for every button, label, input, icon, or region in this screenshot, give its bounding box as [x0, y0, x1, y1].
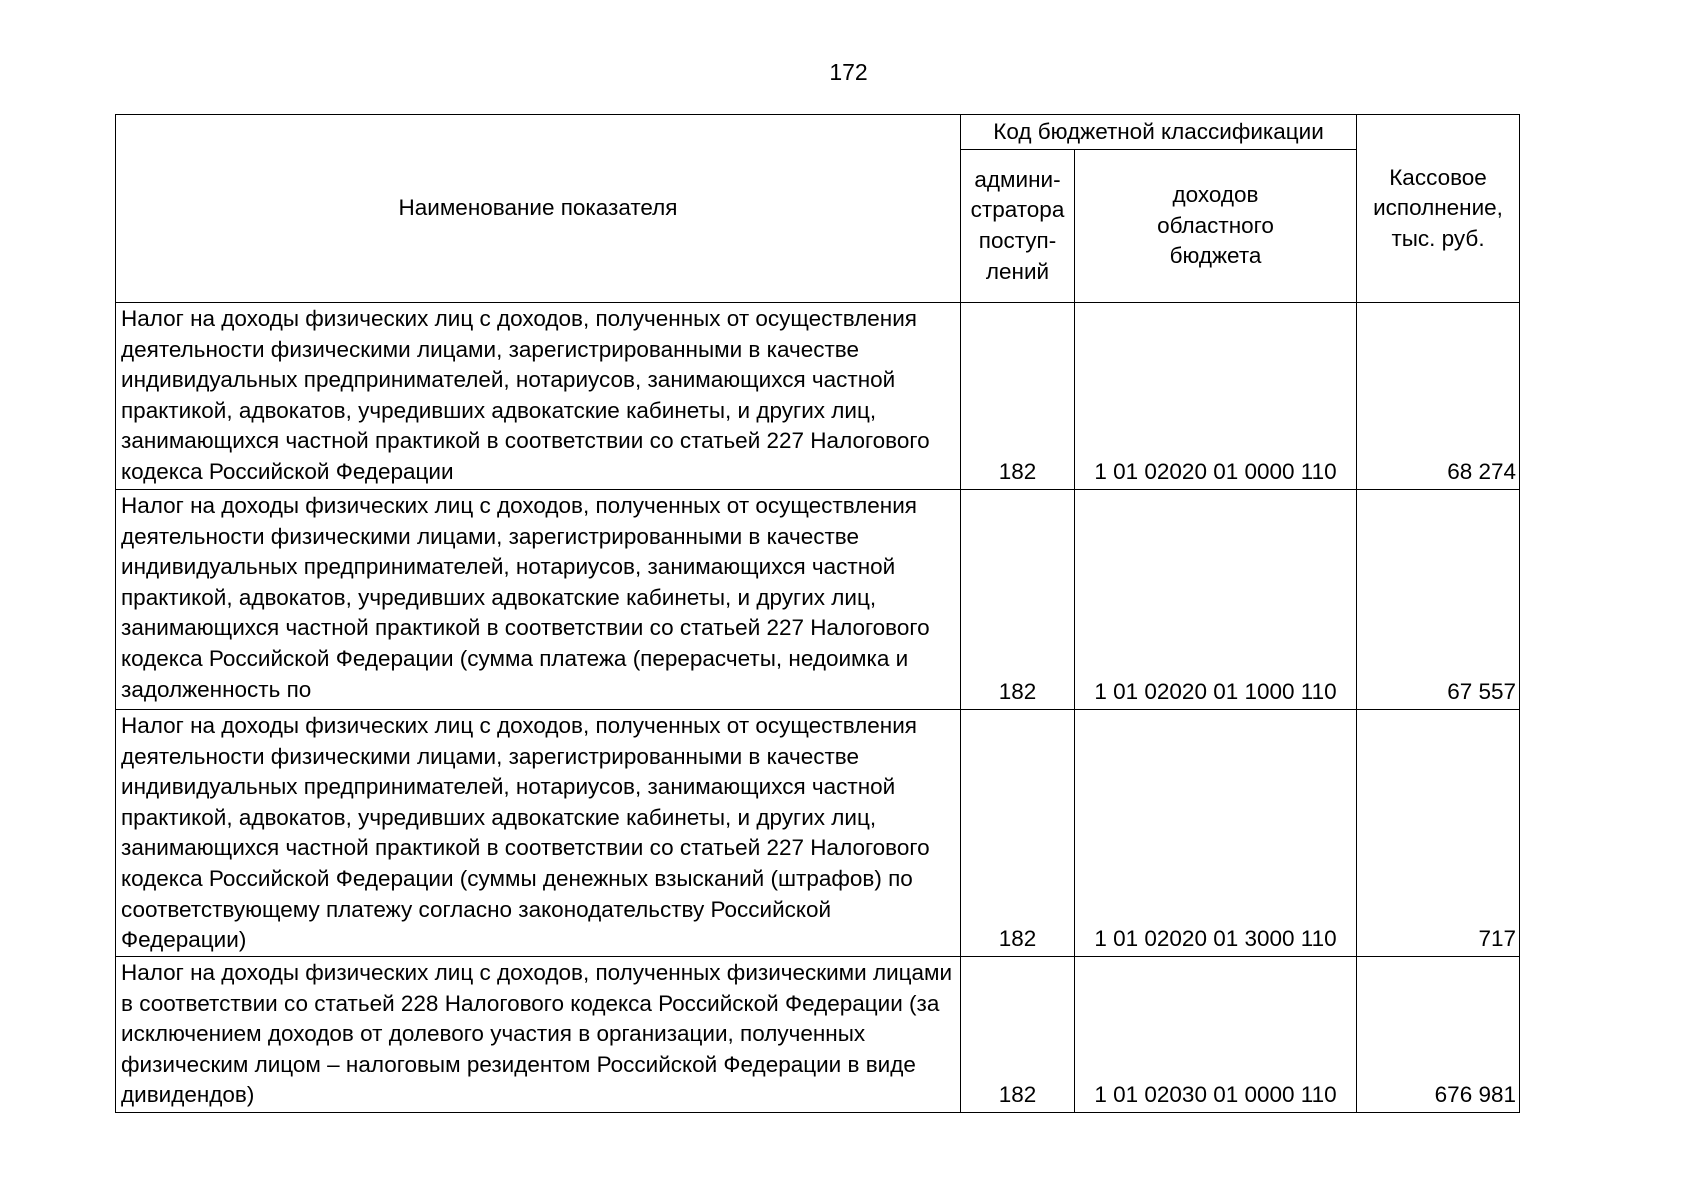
header-admin-line: админи- [974, 166, 1061, 192]
header-amount-line: Кассовое [1389, 164, 1487, 190]
revenue-code-cell: 1 01 02020 01 1000 110 [1075, 490, 1357, 710]
header-row-top [116, 115, 1520, 150]
administrator-code-cell: 182 [961, 957, 1075, 1113]
header-code-line: областного [1157, 212, 1274, 238]
indicator-name-text: Налог на доходы физических лиц с доходов, полученных от осуществления деятельности физическими лицами, зарегистрированными в качестве индивидуальных предпринимателей, нотариусов, занимающихся частной практикой, адвокатов, учредивших адвокатские кабинеты, и других лиц, занимающихся частной практикой в соответствии со статьей 227 Налогового кодекса Российской Федерации (сумма платежа (перерасчеты, недоимка и задолженность по [121, 493, 930, 702]
indicator-name-cell [116, 957, 961, 1113]
header-budget-code-group: Код бюджетной классификации [961, 115, 1357, 150]
indicator-name-text: Налог на доходы физических лиц с доходов, полученных физическими лицами в соответствии со статьей 228 Налогового кодекса Российской Федерации (за исключением доходов от долевого участия в организации, полученных физическим лицом – налоговым резидентом Российской Федерации в виде дивидендов) [121, 960, 953, 1108]
header-amount-line: тыс. руб. [1391, 225, 1485, 251]
budget-classification-table [115, 114, 1520, 1113]
header-amount-line: исполнение, [1373, 195, 1503, 221]
cash-execution-cell: 67 557 [1357, 490, 1520, 710]
revenue-code-cell: 1 01 02020 01 0000 110 [1075, 303, 1357, 490]
page-number: 172 [829, 59, 868, 85]
header-admin-line: поступ- [978, 228, 1057, 253]
indicator-name-cell [116, 490, 961, 710]
table-row [116, 710, 1520, 957]
table-row [116, 490, 1520, 710]
indicator-name-cell [116, 710, 961, 957]
header-admin-line: лений [985, 258, 1050, 284]
header-indicator-name: Наименование показателя [116, 115, 961, 303]
administrator-code-cell: 182 [961, 710, 1075, 957]
cash-execution-cell: 68 274 [1357, 303, 1520, 490]
header-cash-execution [1357, 115, 1520, 303]
header-revenue-code [1075, 150, 1357, 303]
header-administrator [961, 150, 1075, 303]
revenue-code-cell: 1 01 02030 01 0000 110 [1075, 957, 1357, 1113]
cash-execution-cell: 676 981 [1357, 957, 1520, 1113]
cash-execution-cell: 717 [1357, 710, 1520, 957]
indicator-name-text: Налог на доходы физических лиц с доходов, полученных от осуществления деятельности физическими лицами, зарегистрированными в качестве индивидуальных предпринимателей, нотариусов, занимающихся частной практикой, адвокатов, учредивших адвокатские кабинеты, и других лиц, занимающихся частной практикой в соответствии со статьей 227 Налогового кодекса Российской Федерации [121, 306, 930, 484]
header-code-line: бюджета [1169, 243, 1262, 269]
administrator-code-cell: 182 [961, 490, 1075, 710]
revenue-code-cell: 1 01 02020 01 3000 110 [1075, 710, 1357, 957]
indicator-name-text: Налог на доходы физических лиц с доходов, полученных от осуществления деятельности физическими лицами, зарегистрированными в качестве индивидуальных предпринимателей, нотариусов, занимающихся частной практикой, адвокатов, учредивших адвокатские кабинеты, и других лиц, занимающихся частной практикой в соответствии со статьей 227 Налогового кодекса Российской Федерации (суммы денежных взысканий (штрафов) по соответствующему платежу согласно законодательству Российской Федерации) [121, 713, 930, 953]
header-admin-line: стратора [970, 197, 1065, 223]
header-code-line: доходов [1172, 182, 1259, 208]
indicator-name-cell [116, 303, 961, 490]
table-row [116, 303, 1520, 490]
table-row [116, 957, 1520, 1113]
administrator-code-cell: 182 [961, 303, 1075, 490]
